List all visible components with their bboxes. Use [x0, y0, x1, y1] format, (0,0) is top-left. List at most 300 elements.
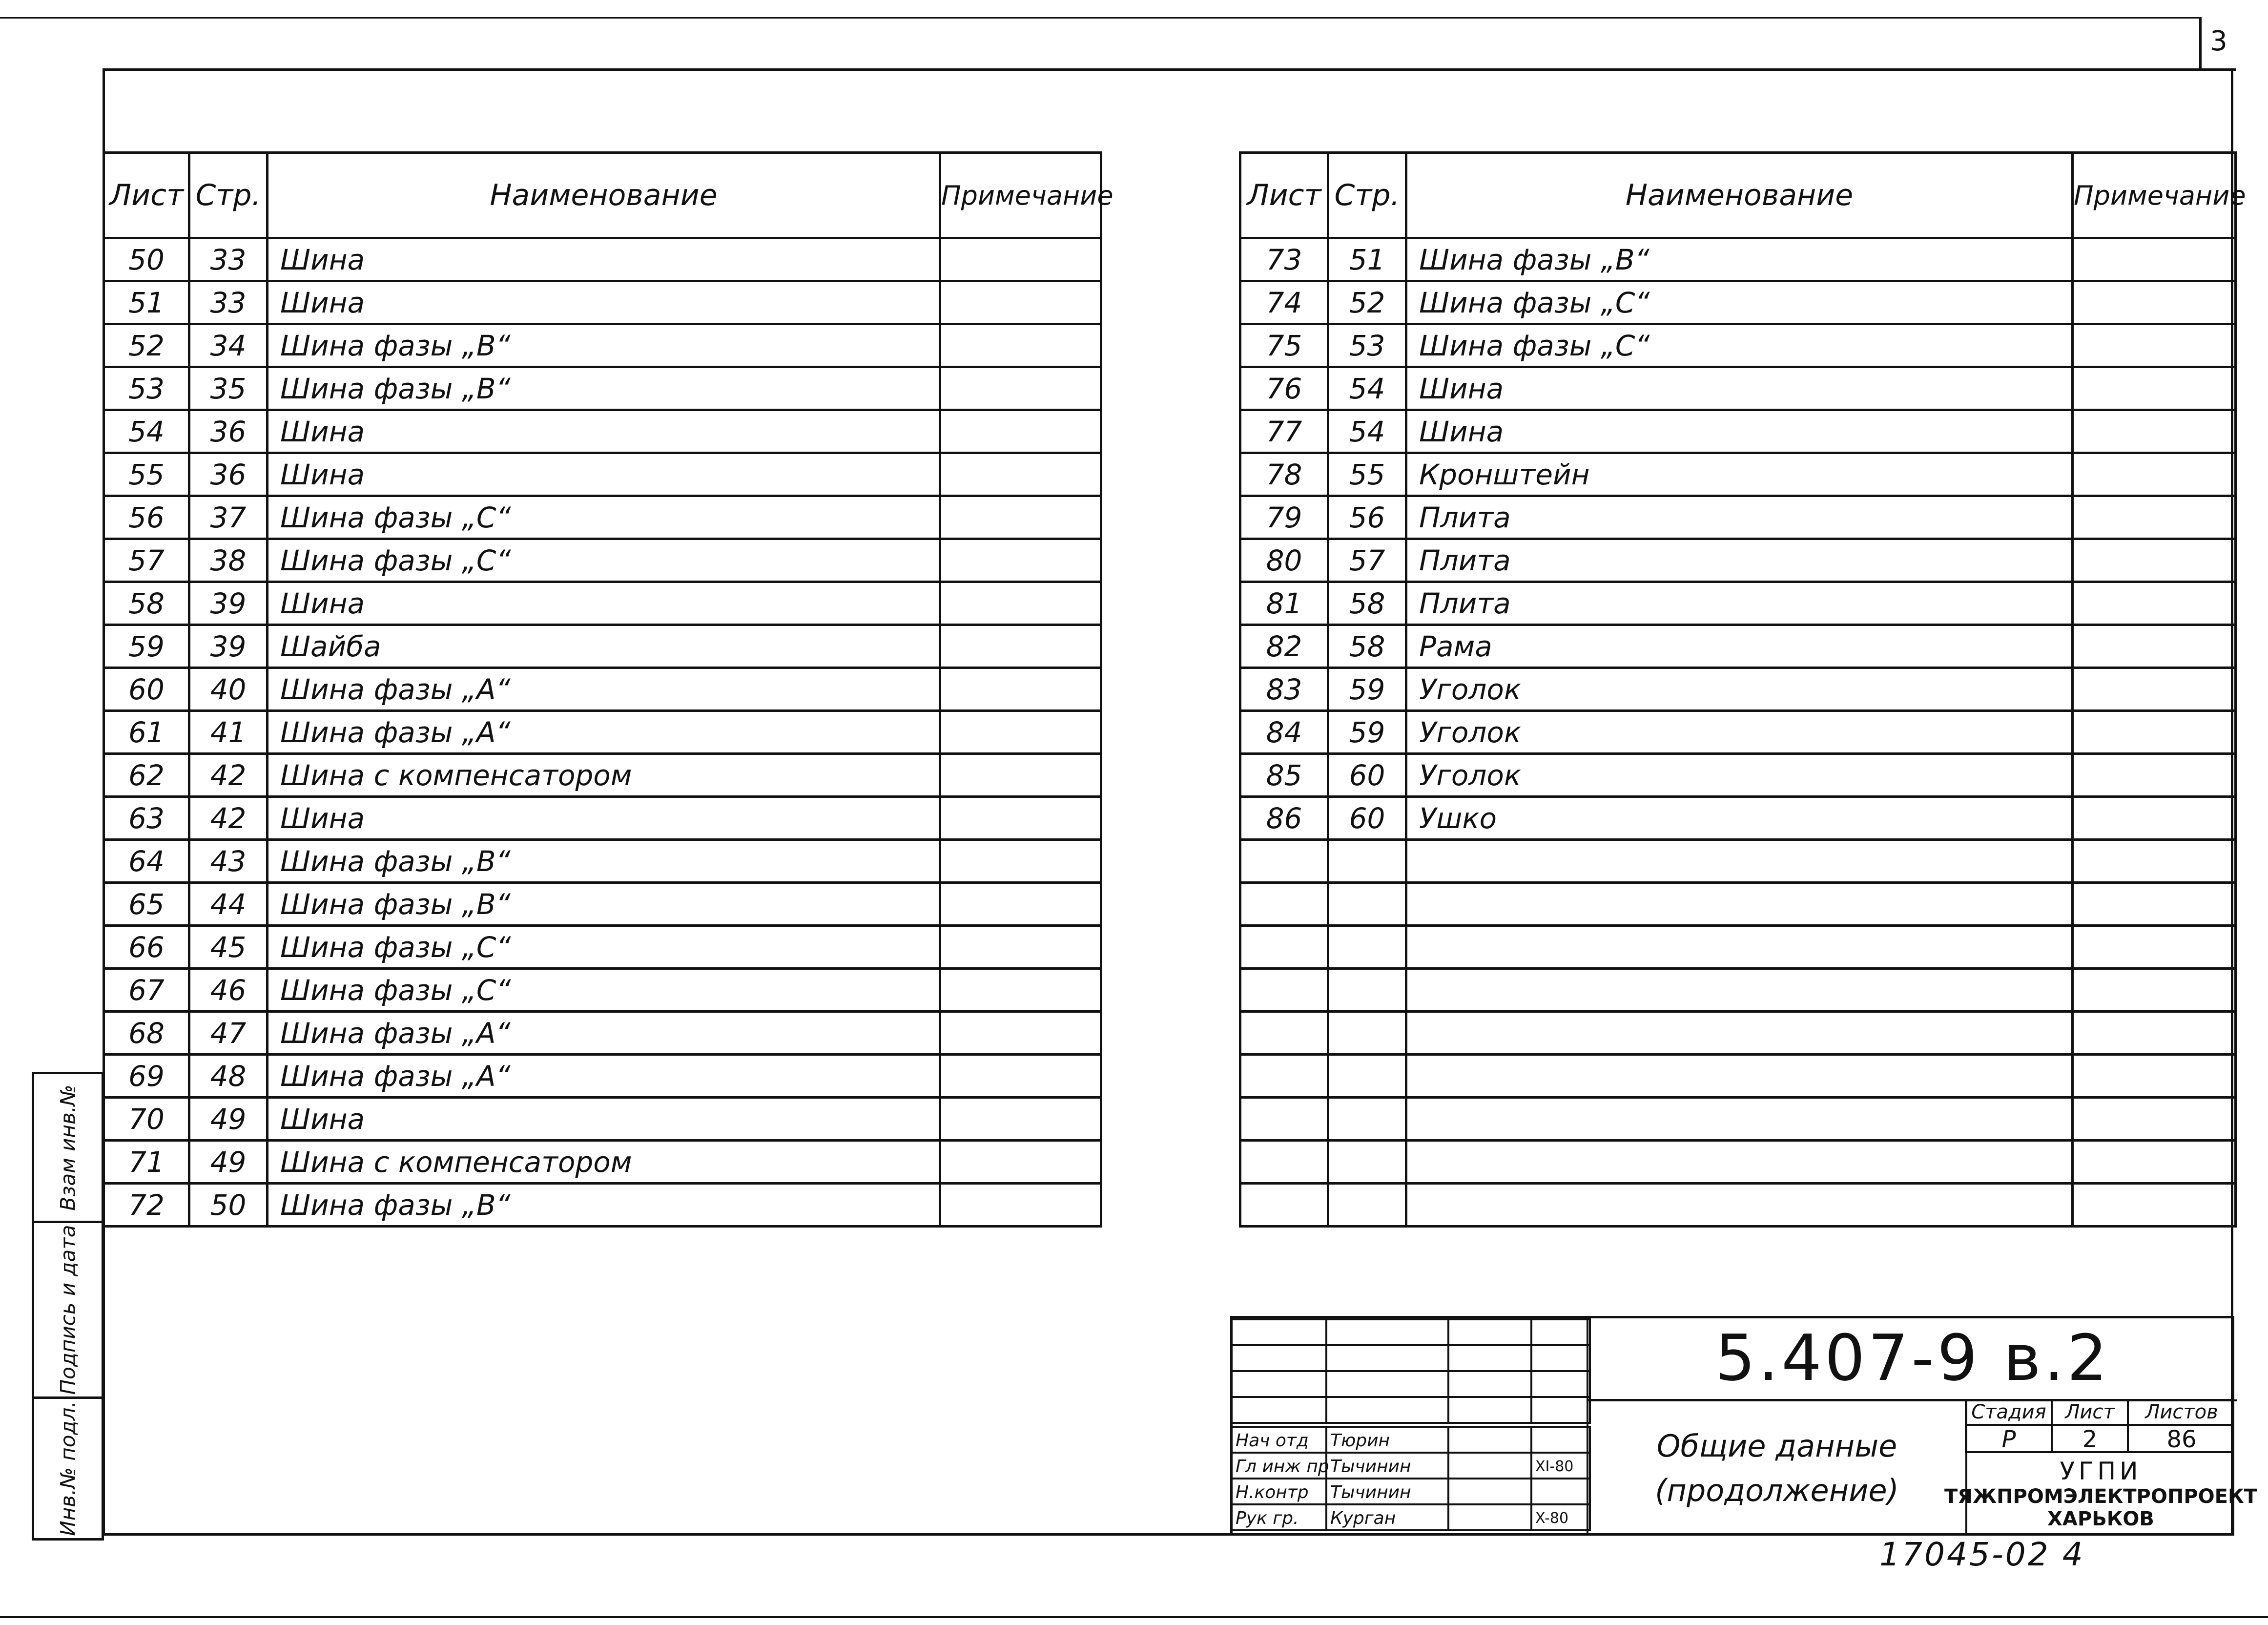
cell-name: Шина фазы „А“ [268, 1012, 940, 1055]
inv-replace-label: Взам инв.№ [56, 1084, 80, 1211]
table-row [1240, 496, 2236, 539]
sheet-value-cell [2051, 1424, 2129, 1453]
cell-page: 54 [1328, 410, 1406, 453]
cell-note [940, 1012, 1101, 1055]
cell-sheet: 65 [104, 883, 189, 926]
table-row [104, 1012, 1101, 1055]
table-row [104, 926, 1101, 969]
table-row [104, 453, 1101, 496]
cell-sheet: 63 [104, 797, 189, 840]
cell-name: Шина [268, 797, 940, 840]
cell-page: 50 [189, 1184, 268, 1227]
cell-name: Шина [268, 281, 940, 324]
stage-value-cell [1965, 1424, 2053, 1453]
cell-sheet: 72 [104, 1184, 189, 1227]
cell-page [1328, 1141, 1406, 1184]
blank-cell [1325, 1318, 1449, 1346]
left-table-body [104, 238, 1101, 1227]
table-row [1240, 582, 2236, 625]
doc-title-line2: (продолжение) [1655, 1473, 1899, 1508]
cell-note [2073, 1141, 2236, 1184]
bottom-border-line [0, 1616, 2268, 1618]
cell-sheet: 55 [104, 453, 189, 496]
sheets-value-cell [2127, 1424, 2234, 1453]
header-sheet: Лист [104, 153, 189, 238]
cell-note [2073, 840, 2236, 883]
cell-note [940, 1098, 1101, 1141]
cell-page: 37 [189, 496, 268, 539]
cell-name: Шина фазы „В“ [268, 324, 940, 367]
sheet-value: 2 [2082, 1426, 2098, 1453]
table-row [1240, 281, 2236, 324]
cell-name: Ушко [1406, 797, 2073, 840]
cell-note [2073, 496, 2236, 539]
cell-page: 48 [189, 1055, 268, 1098]
inv-orig-cell [32, 1396, 104, 1541]
cell-name: Шина фазы „А“ [268, 1055, 940, 1098]
cell-sheet: 78 [1240, 453, 1328, 496]
archive-number: 17045-02 4 [1879, 1536, 2085, 1573]
cell-sheet: 83 [1240, 668, 1328, 711]
cell-sheet: 73 [1240, 238, 1328, 281]
cell-note [940, 797, 1101, 840]
cell-sheet: 59 [104, 625, 189, 668]
cell-sheet: 70 [104, 1098, 189, 1141]
doc-title-line1: Общие данные [1656, 1428, 1897, 1464]
cell-note [940, 367, 1101, 410]
signer-role: Нач отд [1233, 1426, 1327, 1454]
cell-sheet: 77 [1240, 410, 1328, 453]
table-row [104, 969, 1101, 1012]
cell-page: 43 [189, 840, 268, 883]
header-sheet: Лист [1240, 153, 1328, 238]
cell-note [940, 969, 1101, 1012]
cell-note [940, 840, 1101, 883]
cell-note [940, 883, 1101, 926]
header-note: Примечание [940, 153, 1101, 238]
stage-label-cell [1965, 1399, 2053, 1426]
cell-page: 49 [189, 1098, 268, 1141]
cell-sheet: 58 [104, 582, 189, 625]
cell-note [940, 281, 1101, 324]
cell-page [1328, 1098, 1406, 1141]
cell-name: Шина фазы „В“ [268, 883, 940, 926]
blank-cell [1447, 1370, 1532, 1398]
top-border-line [0, 17, 2199, 19]
table-row [104, 1184, 1101, 1227]
header-page: Стр. [1328, 153, 1406, 238]
cell-note [940, 926, 1101, 969]
cell-page [1328, 969, 1406, 1012]
cell-page: 51 [1328, 238, 1406, 281]
cell-page: 33 [189, 238, 268, 281]
blank-cell [1233, 1396, 1327, 1424]
cell-name: Шина фазы „С“ [268, 926, 940, 969]
cell-note [2073, 1055, 2236, 1098]
cell-page [1328, 1055, 1406, 1098]
cell-note [2073, 582, 2236, 625]
cell-name [1406, 1055, 2073, 1098]
cell-note [940, 539, 1101, 582]
cell-name [1406, 1184, 2073, 1227]
signer-date: X-80 [1530, 1503, 1591, 1531]
cell-name: Шина [268, 582, 940, 625]
cell-name: Шина фазы „В“ [268, 367, 940, 410]
blank-cell [1530, 1396, 1591, 1424]
cell-page: 57 [1328, 539, 1406, 582]
table-row [1240, 711, 2236, 754]
cell-note [2073, 324, 2236, 367]
cell-name: Шина [268, 410, 940, 453]
cell-name: Шайба [268, 625, 940, 668]
table-row [1240, 1184, 2236, 1227]
signer-role: Н.контр [1233, 1478, 1327, 1505]
blank-cell [1447, 1318, 1532, 1346]
cell-note [940, 625, 1101, 668]
page-number-box [2199, 17, 2236, 71]
cell-note [2073, 453, 2236, 496]
cell-note [940, 238, 1101, 281]
cell-sheet: 51 [104, 281, 189, 324]
cell-sheet [1240, 840, 1328, 883]
cell-page: 56 [1328, 496, 1406, 539]
cell-sheet: 69 [104, 1055, 189, 1098]
cell-page [1328, 1012, 1406, 1055]
signer-name: Тычинин [1325, 1478, 1449, 1505]
cell-sheet: 64 [104, 840, 189, 883]
cell-sheet [1240, 883, 1328, 926]
cell-note [940, 1055, 1101, 1098]
cell-sheet: 53 [104, 367, 189, 410]
sheets-value: 86 [2166, 1426, 2197, 1453]
cell-name [1406, 1141, 2073, 1184]
cell-page: 41 [189, 711, 268, 754]
table-row [1240, 1098, 2236, 1141]
blank-cell [1530, 1370, 1591, 1398]
cell-note [940, 496, 1101, 539]
right-spec-table [1239, 151, 2246, 1228]
blank-cell [1530, 1318, 1591, 1346]
cell-sheet: 67 [104, 969, 189, 1012]
table-row [1240, 969, 2236, 1012]
cell-page: 58 [1328, 582, 1406, 625]
cell-note [2073, 668, 2236, 711]
cell-page: 39 [189, 625, 268, 668]
cell-note [940, 1184, 1101, 1227]
signer-name: Тычинин [1325, 1452, 1449, 1479]
cell-note [2073, 367, 2236, 410]
cell-page: 49 [189, 1141, 268, 1184]
cell-name [1406, 926, 2073, 969]
sheets-label-cell [2127, 1399, 2234, 1426]
cell-name: Шина фазы „В“ [1406, 238, 2073, 281]
signer-date [1530, 1478, 1591, 1505]
cell-page: 55 [1328, 453, 1406, 496]
cell-sheet: 82 [1240, 625, 1328, 668]
cell-page [1328, 926, 1406, 969]
cell-note [940, 324, 1101, 367]
cell-note [2073, 1012, 2236, 1055]
stage-label: Стадия [1971, 1401, 2046, 1423]
cell-name: Плита [1406, 539, 2073, 582]
table-row [1240, 1012, 2236, 1055]
blank-cell [1233, 1370, 1327, 1398]
table-row [1240, 883, 2236, 926]
org-line3: ХАРЬКОВ [2047, 1507, 2154, 1530]
cell-page: 60 [1328, 797, 1406, 840]
table-row [104, 625, 1101, 668]
cell-page: 58 [1328, 625, 1406, 668]
inv-replace-cell [32, 1072, 104, 1223]
cell-note [940, 1141, 1101, 1184]
table-row [1240, 668, 2236, 711]
table-row [1240, 367, 2236, 410]
blank-cell [1233, 1318, 1327, 1346]
cell-page: 44 [189, 883, 268, 926]
cell-page [1328, 1184, 1406, 1227]
signer-date: XI-80 [1530, 1452, 1591, 1479]
signature [1447, 1478, 1532, 1505]
sheet-label-cell [2051, 1399, 2129, 1426]
signer-role: Гл инж пр [1233, 1452, 1327, 1479]
cell-sheet [1240, 1055, 1328, 1098]
cell-page: 45 [189, 926, 268, 969]
cell-name: Шина фазы „А“ [268, 668, 940, 711]
table-row [104, 797, 1101, 840]
table-row [104, 1055, 1101, 1098]
table-row [1240, 625, 2236, 668]
cell-note [2073, 754, 2236, 797]
inv-orig-label: Инв.№ подл. [56, 1401, 80, 1536]
cell-page: 42 [189, 754, 268, 797]
blank-cell [1325, 1344, 1449, 1372]
doc-title-cell [1587, 1399, 1967, 1536]
cell-sheet: 54 [104, 410, 189, 453]
header-name: Наименование [268, 153, 940, 238]
cell-name: Шина фазы „В“ [268, 1184, 940, 1227]
table-row [104, 238, 1101, 281]
right-table-header-row [1240, 153, 2236, 238]
table-row [1240, 797, 2236, 840]
cell-name: Шина фазы „С“ [268, 969, 940, 1012]
cell-sheet [1240, 1098, 1328, 1141]
cell-sheet: 86 [1240, 797, 1328, 840]
table-row [1240, 539, 2236, 582]
cell-note [2073, 625, 2236, 668]
blank-cell [1325, 1370, 1449, 1398]
cell-sheet: 81 [1240, 582, 1328, 625]
cell-note [2073, 711, 2236, 754]
org-line1: УГПИ [2060, 1457, 2142, 1485]
cell-name [1406, 1098, 2073, 1141]
cell-sheet: 76 [1240, 367, 1328, 410]
cell-sheet: 62 [104, 754, 189, 797]
cell-sheet: 57 [104, 539, 189, 582]
cell-name: Шина фазы „А“ [268, 711, 940, 754]
signature [1447, 1426, 1532, 1454]
cell-sheet: 68 [104, 1012, 189, 1055]
cell-sheet: 84 [1240, 711, 1328, 754]
table-row [104, 711, 1101, 754]
cell-note [2073, 969, 2236, 1012]
cell-name [1406, 969, 2073, 1012]
left-table-header-row [104, 153, 1101, 238]
signer-grid [1233, 1318, 1589, 1533]
side-stamp [32, 1072, 104, 1541]
cell-page: 39 [189, 582, 268, 625]
right-table-body [1240, 238, 2236, 1227]
cell-name: Шина с компенсатором [268, 754, 940, 797]
table-row [104, 410, 1101, 453]
cell-page [1328, 883, 1406, 926]
sheets-label: Листов [2145, 1401, 2218, 1423]
blank-cell [1447, 1396, 1532, 1424]
cell-name: Плита [1406, 496, 2073, 539]
cell-sheet: 60 [104, 668, 189, 711]
cell-note [2073, 410, 2236, 453]
table-row [1240, 238, 2236, 281]
blank-cell [1325, 1396, 1449, 1424]
cell-sheet: 71 [104, 1141, 189, 1184]
cell-page: 59 [1328, 668, 1406, 711]
cell-name: Шина фазы „С“ [268, 496, 940, 539]
table-row [1240, 1055, 2236, 1098]
table-row [104, 496, 1101, 539]
table-row [104, 1141, 1101, 1184]
cell-name: Шина [268, 238, 940, 281]
page-number: 3 [2210, 25, 2227, 57]
signer-name: Курган [1325, 1503, 1449, 1531]
cell-page: 47 [189, 1012, 268, 1055]
header-note: Примечание [2073, 153, 2236, 238]
cell-note [940, 668, 1101, 711]
signer-date [1530, 1426, 1591, 1454]
stage-value: Р [2001, 1426, 2016, 1453]
signature [1447, 1503, 1532, 1531]
cell-name: Шина [268, 1098, 940, 1141]
table-row [1240, 324, 2236, 367]
cell-name: Плита [1406, 582, 2073, 625]
blank-cell [1447, 1344, 1532, 1372]
doc-code: 5.407-9 в.2 [1715, 1320, 2110, 1395]
cell-note [2073, 281, 2236, 324]
cell-name: Шина фазы „С“ [1406, 281, 2073, 324]
signer-name: Тюрин [1325, 1426, 1449, 1454]
cell-sheet: 74 [1240, 281, 1328, 324]
cell-name: Шина фазы „С“ [268, 539, 940, 582]
table-row [1240, 1141, 2236, 1184]
cell-sheet: 56 [104, 496, 189, 539]
cell-sheet: 50 [104, 238, 189, 281]
cell-sheet: 66 [104, 926, 189, 969]
cell-name [1406, 883, 2073, 926]
table-row [104, 281, 1101, 324]
table-row [104, 840, 1101, 883]
cell-name: Шина [268, 453, 940, 496]
cell-sheet: 79 [1240, 496, 1328, 539]
cell-name: Шина с компенсатором [268, 1141, 940, 1184]
cell-page: 34 [189, 324, 268, 367]
blank-cell [1530, 1344, 1591, 1372]
cell-note [2073, 238, 2236, 281]
blank-cell [1233, 1344, 1327, 1372]
cell-note [2073, 797, 2236, 840]
cell-name: Уголок [1406, 668, 2073, 711]
cell-name: Кронштейн [1406, 453, 2073, 496]
cell-sheet [1240, 1184, 1328, 1227]
cell-sheet [1240, 1012, 1328, 1055]
sign-date-cell [32, 1221, 104, 1399]
cell-page: 46 [189, 969, 268, 1012]
signature [1447, 1452, 1532, 1479]
cell-note [2073, 1098, 2236, 1141]
cell-name: Уголок [1406, 711, 2073, 754]
cell-name: Шина фазы „В“ [268, 840, 940, 883]
cell-sheet [1240, 969, 1328, 1012]
cell-name: Рама [1406, 625, 2073, 668]
org-cell [1944, 1451, 2257, 1536]
table-row [1240, 840, 2236, 883]
cell-page: 52 [1328, 281, 1406, 324]
cell-sheet: 52 [104, 324, 189, 367]
table-row [104, 754, 1101, 797]
cell-note [940, 453, 1101, 496]
cell-note [2073, 883, 2236, 926]
table-row [104, 582, 1101, 625]
cell-name [1406, 840, 2073, 883]
cell-note [940, 582, 1101, 625]
org-line2: ТЯЖПРОМЭЛЕКТРОПРОЕКТ [1944, 1485, 2257, 1508]
cell-sheet: 61 [104, 711, 189, 754]
cell-note [2073, 1184, 2236, 1227]
header-name: Наименование [1406, 153, 2073, 238]
cell-page: 38 [189, 539, 268, 582]
cell-name: Шина [1406, 410, 2073, 453]
cell-sheet [1240, 1141, 1328, 1184]
doc-code-cell [1587, 1316, 2237, 1401]
cell-page [1328, 840, 1406, 883]
cell-sheet: 85 [1240, 754, 1328, 797]
title-block [1230, 1316, 2257, 1536]
table-row [1240, 754, 2236, 797]
cell-name: Шина фазы „С“ [1406, 324, 2073, 367]
table-row [104, 1098, 1101, 1141]
cell-note [940, 711, 1101, 754]
cell-page: 59 [1328, 711, 1406, 754]
cell-name: Уголок [1406, 754, 2073, 797]
cell-page: 36 [189, 410, 268, 453]
cell-page: 53 [1328, 324, 1406, 367]
header-page: Стр. [189, 153, 268, 238]
sign-date-label: Подпись и дата [56, 1225, 80, 1395]
cell-page: 35 [189, 367, 268, 410]
table-row [104, 367, 1101, 410]
sheet-label: Лист [2065, 1401, 2115, 1423]
table-row [104, 324, 1101, 367]
cell-name: Шина [1406, 367, 2073, 410]
cell-page: 60 [1328, 754, 1406, 797]
cell-name [1406, 1012, 2073, 1055]
table-row [1240, 453, 2236, 496]
cell-page: 42 [189, 797, 268, 840]
cell-sheet [1240, 926, 1328, 969]
table-row [104, 539, 1101, 582]
table-row [1240, 926, 2236, 969]
cell-sheet: 75 [1240, 324, 1328, 367]
cell-sheet: 80 [1240, 539, 1328, 582]
cell-page: 33 [189, 281, 268, 324]
cell-note [940, 754, 1101, 797]
